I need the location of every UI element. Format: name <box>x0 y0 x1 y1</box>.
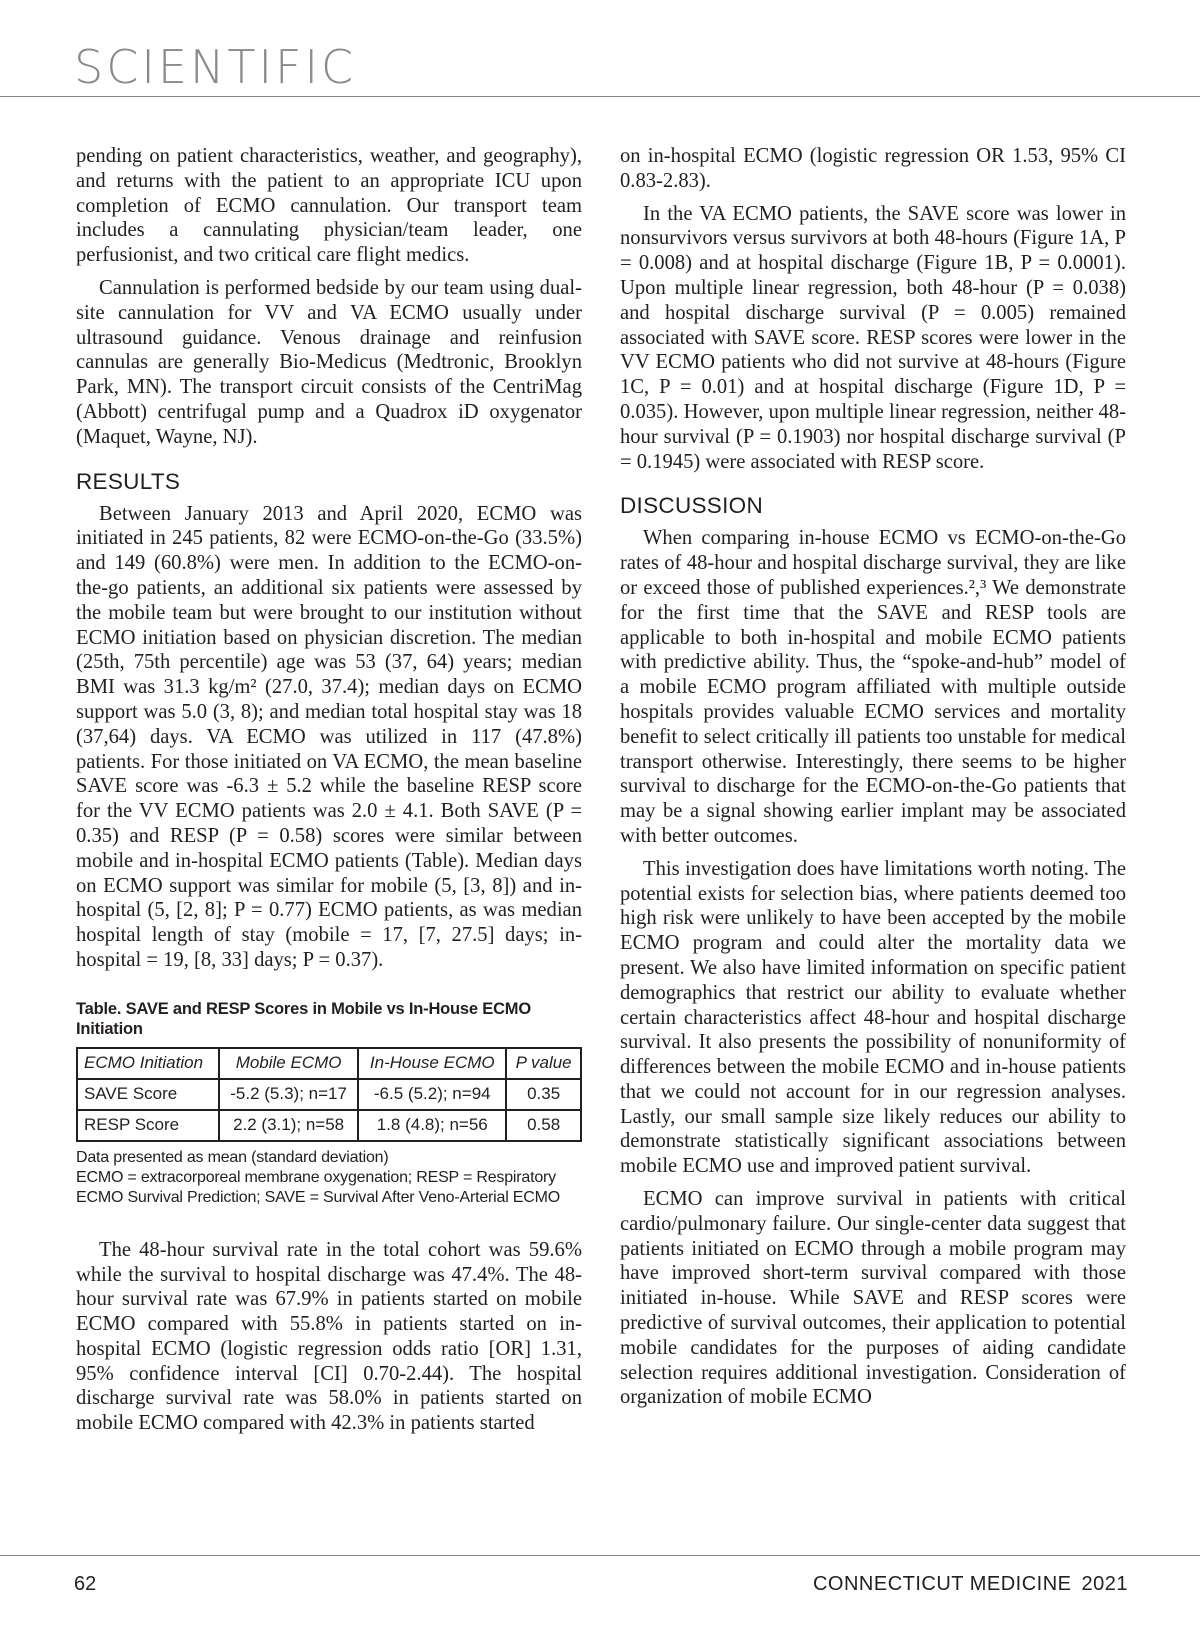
table-row <box>77 1079 581 1110</box>
header-rule <box>0 96 1200 97</box>
table-title: Table. SAVE and RESP Scores in Mobile vs In-House ECMO Initiation <box>76 999 531 1038</box>
discussion-heading: DISCUSSION <box>620 493 764 519</box>
journal-year: 2021 <box>1081 1573 1128 1595</box>
scores-table-block <box>76 999 582 1208</box>
paragraph: Between January 2013 and April 2020, ECMO was initiated in 245 patients, 82 were ECMO-on-the-Go (33.5%) and 149 (60.8%) were men. In addition to the ECMO-on-the-go patients, an additional six patients were assessed by the mobile team but were brought to our institution without ECMO initiation based on physician discretion. The median (25th, 75th percentile) age was 53 (37, 64) years; median BMI was 31.3 kg/m² (27.0, 37.4); median days on ECMO support was 5.0 (3, 8); and median total hospital stay was 18 (37,64) days. VA ECMO was utilized in 117 (47.8%) patients. For those initiated on VA ECMO, the mean baseline SAVE score was -6.3 ± 5.2 while the baseline RESP score for the VV ECMO patients was 2.0 ± 4.1. Both SAVE (P = 0.35) and RESP (P = 0.58) scores were similar between mobile and in-hospital ECMO patients (Table). Median days on ECMO support was similar for mobile (5, [3, 8]) and in-hospital (5, [2, 8]; P = 0.77) ECMO patients, as was median hospital length of stay (mobile = 17, [7, 27.5] days; in-hospital = 19, [8, 33] days; P = 0.37). <box>76 502 582 971</box>
journal-footer <box>813 1573 1128 1596</box>
scores-table <box>76 1047 582 1142</box>
section-header: SCIENTIFIC <box>74 40 357 94</box>
table-note: ECMO = extracorporeal membrane oxygenation; RESP = Respiratory ECMO Survival Prediction; SAVE = Survival After Veno-Arterial ECMO <box>76 1168 561 1206</box>
table-cell: -5.2 (5.3); n=17 <box>219 1079 358 1110</box>
paragraph: The 48-hour survival rate in the total cohort was 59.6% while the survival to hospital discharge was 47.4%. The 48-hour survival rate was 67.9% in patients started on mobile ECMO compared with 55.8% in patients started on in-hospital ECMO (logistic regression odds ratio [OR] 1.31, 95% confidence interval [CI] 0.70-2.44). The hospital discharge survival rate was 58.0% in patients started on mobile ECMO compared with 42.3% in patients started <box>76 1238 582 1435</box>
paragraph: Cannulation is performed bedside by our team using dual-site cannulation for VV and VA ECMO usually under ultrasound guidance. Venous drainage and reinfusion cannulas are generally Bio-Medicus (Medtronic, Brooklyn Park, MN). The transport circuit consists of the CentriMag (Abbott) centrifugal pump and a Quadrox iD oxygenator (Maquet, Wayne, NJ). <box>76 276 582 448</box>
paragraph: on in-hospital ECMO (logistic regression OR 1.53, 95% CI 0.83-2.83). <box>620 145 1126 192</box>
table-header-row <box>77 1048 581 1079</box>
paragraph: When comparing in-house ECMO vs ECMO-on-the-Go rates of 48-hour and hospital discharge survival, they are like or exceed those of published experiences.²,³ We demonstrate for the first time that the SAVE and RESP tools are applicable to both in-hospital and mobile ECMO patients with predictive ability. Thus, the “spoke-and-hub” model of a mobile ECMO program affiliated with multiple outside hospitals provides valuable ECMO services and mortality benefit to select critically ill patients too unstable for medical transport otherwise. Interestingly, there seems to be higher survival to discharge for the ECMO-on-the-Go patients that may be a signal showing earlier implant may be associated with better outcomes. <box>620 527 1126 847</box>
table-cell: -6.5 (5.2); n=94 <box>358 1079 506 1110</box>
table-cell: 0.35 <box>506 1079 581 1110</box>
table-header-cell: Mobile ECMO <box>219 1048 358 1079</box>
table-header-cell: ECMO Initiation <box>77 1048 219 1079</box>
footer-rule <box>0 1555 1200 1556</box>
table-cell: SAVE Score <box>77 1079 219 1110</box>
page-number: 62 <box>74 1573 97 1595</box>
table-header-cell: In-House ECMO <box>358 1048 506 1079</box>
paragraph: This investigation does have limitations worth noting. The potential exists for selection bias, where patients deemed too high risk were unlikely to have been accepted by the mobile ECMO program and could alter the mortality data we present. We also have limited information on specific patient demographics that restrict our ability to evaluate whether certain characteristics affect 48-hour and hospital discharge survival. It also presents the possibility of nonuniformity of differences between the mobile ECMO and in-house patients that we could not account for in our regression analyses. Lastly, our small sample size likely reduces our ability to demonstrate statistically significant associations between mobile ECMO use and improved patient survival. <box>620 857 1126 1178</box>
right-column <box>620 144 1126 1418</box>
table-row <box>77 1110 581 1141</box>
results-heading: RESULTS <box>76 468 181 494</box>
journal-name: CONNECTICUT MEDICINE <box>812 1573 1072 1595</box>
left-column <box>76 144 582 1444</box>
table-cell: 0.58 <box>506 1110 581 1141</box>
table-cell: RESP Score <box>77 1110 219 1141</box>
table-cell: 1.8 (4.8); n=56 <box>358 1110 506 1141</box>
paragraph: In the VA ECMO patients, the SAVE score was lower in nonsurvivors versus survivors at both 48-hours (Figure 1A, P = 0.008) and at hospital discharge (Figure 1B, P = 0.0001). Upon multiple linear regression, both 48-hour (P = 0.038) and hospital discharge survival (P = 0.005) remained associated with SAVE score. RESP scores were lower in the VV ECMO patients who did not survive at 48-hours (Figure 1C, P = 0.01) and at hospital discharge (Figure 1D, P = 0.035). However, upon multiple linear regression, neither 48-hour survival (P = 0.1903) nor hospital discharge survival (P = 0.1945) were associated with RESP score. <box>620 202 1126 473</box>
table-note: Data presented as mean (standard deviation) <box>76 1148 389 1166</box>
paragraph: ECMO can improve survival in patients with critical cardio/pulmonary failure. Our single-center data suggest that patients initiated on ECMO through a mobile program may have improved short-term survival compared with those initiated in-house. While SAVE and RESP scores were predictive of survival outcomes, their application to potential mobile candidates for the purposes of aiding candidate selection requires additional investigation. Consideration of organization of mobile ECMO <box>620 1188 1126 1409</box>
table-cell: 2.2 (3.1); n=58 <box>219 1110 358 1141</box>
table-header-cell: P value <box>506 1048 581 1079</box>
paragraph: pending on patient characteristics, weather, and geography), and returns with the patient to an appropriate ICU upon completion of ECMO cannulation. Our transport team includes a cannulating physician/team leader, one perfusionist, and two critical care flight medics. <box>76 145 582 267</box>
table-notes <box>76 1148 582 1208</box>
